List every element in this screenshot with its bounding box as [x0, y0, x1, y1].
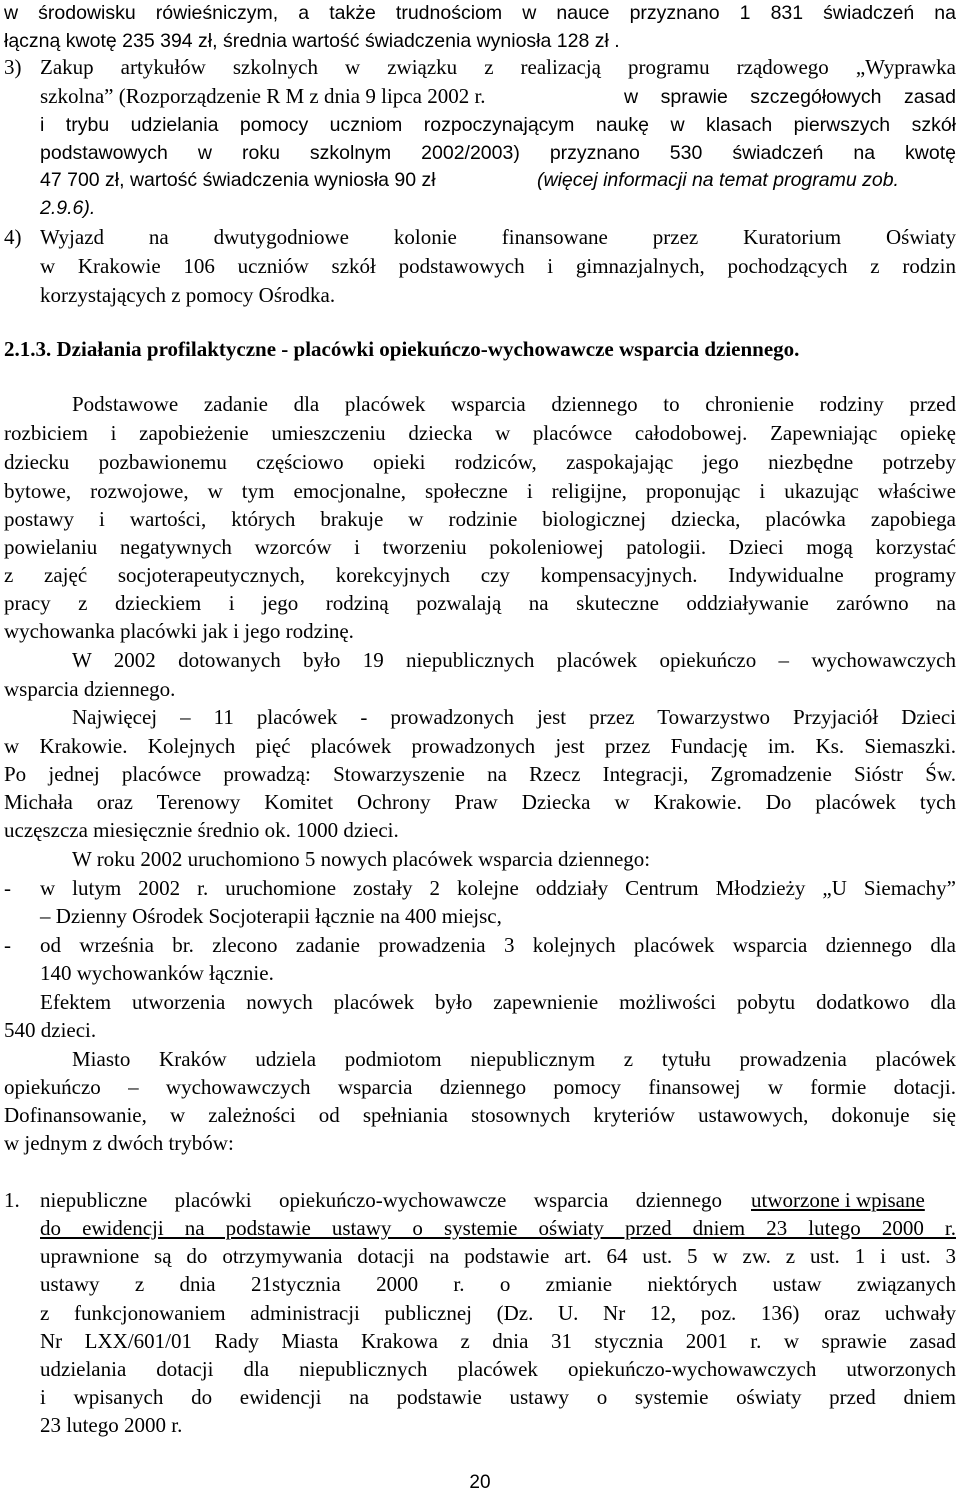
underlined-text: utworzone i wpisane: [751, 1188, 925, 1212]
text-line: pracy z dzieckiem i jego rodziną pozwalają na skuteczne oddziaływanie zarówno na: [4, 591, 956, 615]
text-line: w Krakowie 106 uczniów szkół podstawowych i gimnazjalnych, pochodzących z rodzin: [40, 254, 956, 278]
text-line: w środowisku rówieśniczym, a także trudnościom w nauce przyznano 1 831 świadczeń na: [4, 2, 956, 24]
list-marker: -: [4, 933, 11, 957]
text-line: podstawowych w roku szkolnym 2002/2003) przyznano 530 świadczeń na kwotę: [40, 142, 956, 164]
list-marker: 4): [4, 225, 22, 249]
text-line: szkolna” (Rozporządzenie R M z dnia 9 lipca 2002 r.: [40, 84, 486, 108]
list-marker: 3): [4, 55, 22, 79]
text-line: bytowe, rozwojowe, w tym emocjonalne, społeczne i religijne, proponując i ukazując właściwe: [4, 479, 956, 503]
text-line: niepubliczne placówki opiekuńczo-wychowawcze wsparcia dziennego: [40, 1188, 722, 1212]
text-line: Dofinansowanie, w zależności od spełniania stosownych kryteriów ustawowych, dokonuje się: [4, 1103, 956, 1127]
text-line: Efektem utworzenia nowych placówek było zapewnienie możliwości pobytu dodatkowo dla: [40, 990, 956, 1014]
text-line: od września br. zlecono zadanie prowadzenia 3 kolejnych placówek wsparcia dziennego dla: [40, 933, 956, 957]
text-line: wsparcia dziennego.: [4, 677, 176, 701]
list-marker: 1.: [4, 1188, 20, 1212]
text-line: 140 wychowanków łącznie.: [40, 961, 274, 985]
text-line: korzystających z pomocy Ośrodka.: [40, 283, 336, 307]
text-line: 540 dzieci.: [4, 1018, 97, 1042]
text-line: – Dzienny Ośrodek Socjoterapii łącznie na 400 miejsc,: [40, 904, 502, 928]
text-line: w lutym 2002 r. uruchomione zostały 2 kolejne oddziały Centrum Młodzieży „U Siemachy”: [40, 876, 956, 900]
text-line: z funkcjonowaniem administracji publicznej (Dz. U. Nr 12, poz. 136) oraz uchwały: [40, 1301, 956, 1325]
text-line: rozbiciem i zapobieżenie umieszczeniu dziecka w placówce całodobowej. Zapewniając opiekę: [4, 421, 956, 445]
text-line: powielaniu negatywnych wzorców i tworzeniu pokoleniowej patologii. Dzieci mogą korzystać: [4, 535, 956, 559]
text-line: opiekuńczo – wychowawczych wsparcia dziennego pomocy finansowej w formie dotacji.: [4, 1075, 956, 1099]
text-line: w sprawie szczegółowych zasad: [624, 86, 956, 108]
section-heading: 2.1.3. Działania profilaktyczne - placówki opiekuńczo-wychowawcze wsparcia dziennego.: [4, 337, 800, 361]
text-line: w Krakowie. Kolejnych pięć placówek prowadzonych jest przez Fundację im. Ks. Siemaszki.: [4, 734, 956, 758]
text-line: postawy i wartości, których brakuje w rodzinie biologicznej dziecka, placówka zapobiega: [4, 507, 956, 531]
text-line: Zakup artykułów szkolnych w związku z realizacją programu rządowego „Wyprawka: [40, 55, 956, 79]
text-line: Michała oraz Terenowy Komitet Ochrony Praw Dziecka w Krakowie. Do placówek tych: [4, 790, 956, 814]
text-line: uczęszcza miesięcznie średnio ok. 1000 dzieci.: [4, 818, 399, 842]
text-line: 23 lutego 2000 r.: [40, 1413, 183, 1437]
text-line: Miasto Kraków udziela podmiotom niepublicznym z tytułu prowadzenia placówek: [72, 1047, 956, 1071]
text-line: Po jednej placówce prowadzą: Stowarzyszenie na Rzecz Integracji, Zgromadzenie Sióstr Św.: [4, 762, 956, 786]
text-line: w jednym z dwóch trybów:: [4, 1131, 234, 1155]
text-line: 47 700 zł, wartość świadczenia wyniosła 90 zł: [40, 169, 436, 191]
text-line: 2.9.6).: [40, 197, 96, 219]
text-line: dziecku pozbawionemu częściowo opieki rodziców, zaspokajając jego niezbędne potrzeby: [4, 450, 956, 474]
text-line: Wyjazd na dwutygodniowe kolonie finansowane przez Kuratorium Oświaty: [40, 225, 956, 249]
text-line: wychowanka placówki jak i jego rodzinę.: [4, 619, 354, 643]
text-line: W roku 2002 uruchomiono 5 nowych placówek wsparcia dziennego:: [72, 847, 651, 871]
text-line: uprawnione są do otrzymywania dotacji na podstawie art. 64 ust. 5 w zw. z ust. 1 i ust. 3: [40, 1244, 956, 1268]
text-line: Podstawowe zadanie dla placówek wsparcia dziennego to chronienie rodziny przed: [72, 392, 956, 416]
text-line: (więcej informacji na temat programu zob.: [537, 169, 899, 191]
text-line: i wpisanych do ewidencji na podstawie ustawy o systemie oświaty przed dniem: [40, 1385, 956, 1409]
list-marker: -: [4, 876, 11, 900]
text-line: W 2002 dotowanych było 19 niepublicznych placówek opiekuńczo – wychowawczych: [72, 648, 956, 672]
underlined-text: do ewidencji na podstawie ustawy o systemie oświaty przed dniem 23 lutego 2000 r.: [40, 1216, 956, 1240]
text-line: z zajęć socjoterapeutycznych, korekcyjnych czy kompensacyjnych. Indywidualne programy: [4, 563, 956, 587]
page-number: 20: [469, 1472, 491, 1493]
text-line: Nr LXX/601/01 Rady Miasta Krakowa z dnia 31 stycznia 2001 r. w sprawie zasad: [40, 1329, 956, 1353]
text-line: łączną kwotę 235 394 zł, średnia wartość świadczenia wyniosła 128 zł .: [4, 30, 620, 52]
text-line: Najwięcej – 11 placówek - prowadzonych jest przez Towarzystwo Przyjaciół Dzieci: [72, 705, 956, 729]
text-line: i trybu udzielania pomocy uczniom rozpoczynającym naukę w klasach pierwszych szkół: [40, 114, 956, 136]
text-line: udzielania dotacji dla niepublicznych placówek opiekuńczo-wychowawczych utworzonych: [40, 1357, 956, 1381]
text-line: ustawy z dnia 21stycznia 2000 r. o zmianie niektórych ustaw związanych: [40, 1272, 956, 1296]
